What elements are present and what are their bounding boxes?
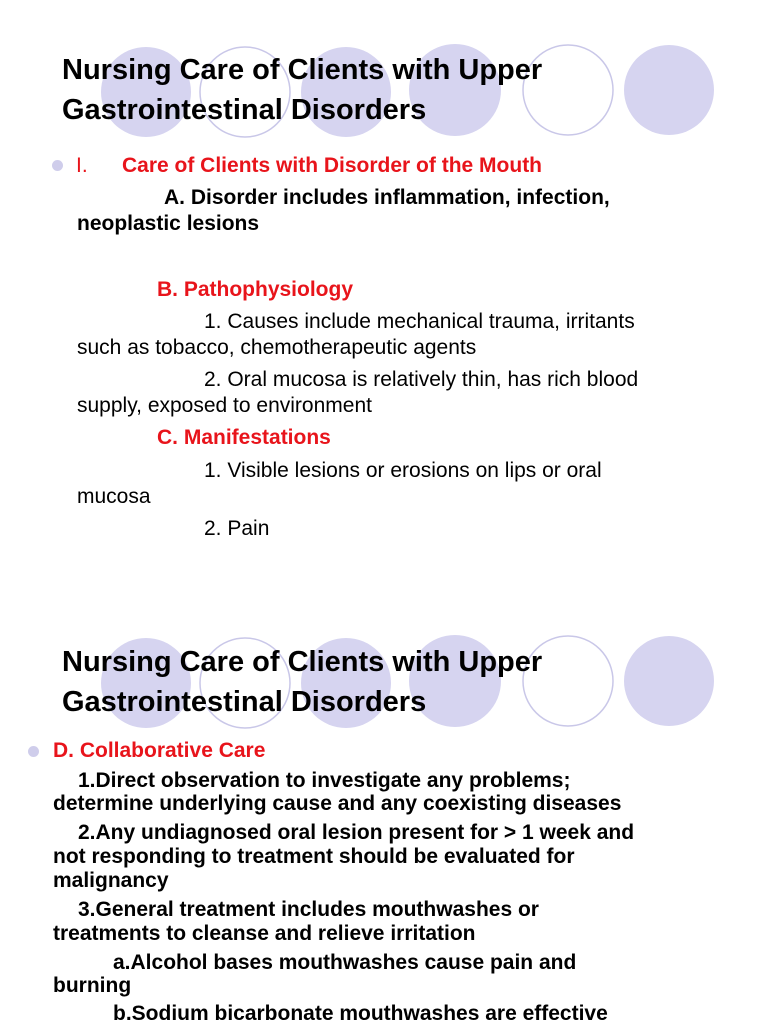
pathophysiology-heading: B. Pathophysiology	[157, 278, 354, 301]
care-point-1-line-2: determine underlying cause and any coexisting diseases	[53, 792, 622, 815]
slide-title: Nursing Care of Clients with Upper Gastrointestinal Disorders	[62, 646, 543, 718]
slide-title: Nursing Care of Clients with Upper Gastrointestinal Disorders	[62, 54, 543, 126]
point-a-line-2: neoplastic lesions	[77, 212, 260, 235]
care-point-3a-line-2: burning	[53, 974, 132, 997]
manifestations-heading: C. Manifestations	[157, 426, 331, 449]
pathophysiology-point-1-line-1: 1. Causes include mechanical trauma, irritants	[204, 310, 635, 333]
care-point-3a-line-1: a.Alcohol bases mouthwashes cause pain and	[113, 951, 577, 974]
slide-2	[0, 592, 768, 1024]
bullet-icon	[28, 746, 39, 757]
care-point-2-line-1: 2.Any undiagnosed oral lesion present for > 1 week and	[78, 821, 635, 844]
pathophysiology-point-2-line-2: supply, exposed to environment	[77, 394, 372, 417]
pathophysiology-point-2-line-1: 2. Oral mucosa is relatively thin, has rich blood	[204, 368, 639, 391]
manifestations-point-2: 2. Pain	[204, 517, 270, 540]
pathophysiology-point-1-line-2: such as tobacco, chemotherapeutic agents	[77, 336, 477, 359]
point-a-line-1: A. Disorder includes inflammation, infection,	[164, 186, 610, 209]
care-point-2-line-2: not responding to treatment should be evaluated for	[53, 845, 575, 868]
care-point-3-line-1: 3.General treatment includes mouthwashes or	[78, 898, 539, 921]
section-heading: Care of Clients with Disorder of the Mouth	[122, 154, 543, 177]
care-point-1-line-1: 1.Direct observation to investigate any problems;	[78, 769, 571, 792]
item-number: I.	[76, 154, 88, 177]
care-point-2-line-3: malignancy	[53, 869, 169, 892]
manifestations-point-1-line-2: mucosa	[77, 485, 151, 508]
manifestations-point-1-line-1: 1. Visible lesions or erosions on lips or oral	[204, 459, 602, 482]
bullet-icon	[52, 160, 63, 171]
care-point-3-line-2: treatments to cleanse and relieve irritation	[53, 922, 476, 945]
care-point-3b-line-1: b.Sodium bicarbonate mouthwashes are effective	[113, 1002, 608, 1024]
collaborative-care-heading: D. Collaborative Care	[53, 739, 266, 762]
